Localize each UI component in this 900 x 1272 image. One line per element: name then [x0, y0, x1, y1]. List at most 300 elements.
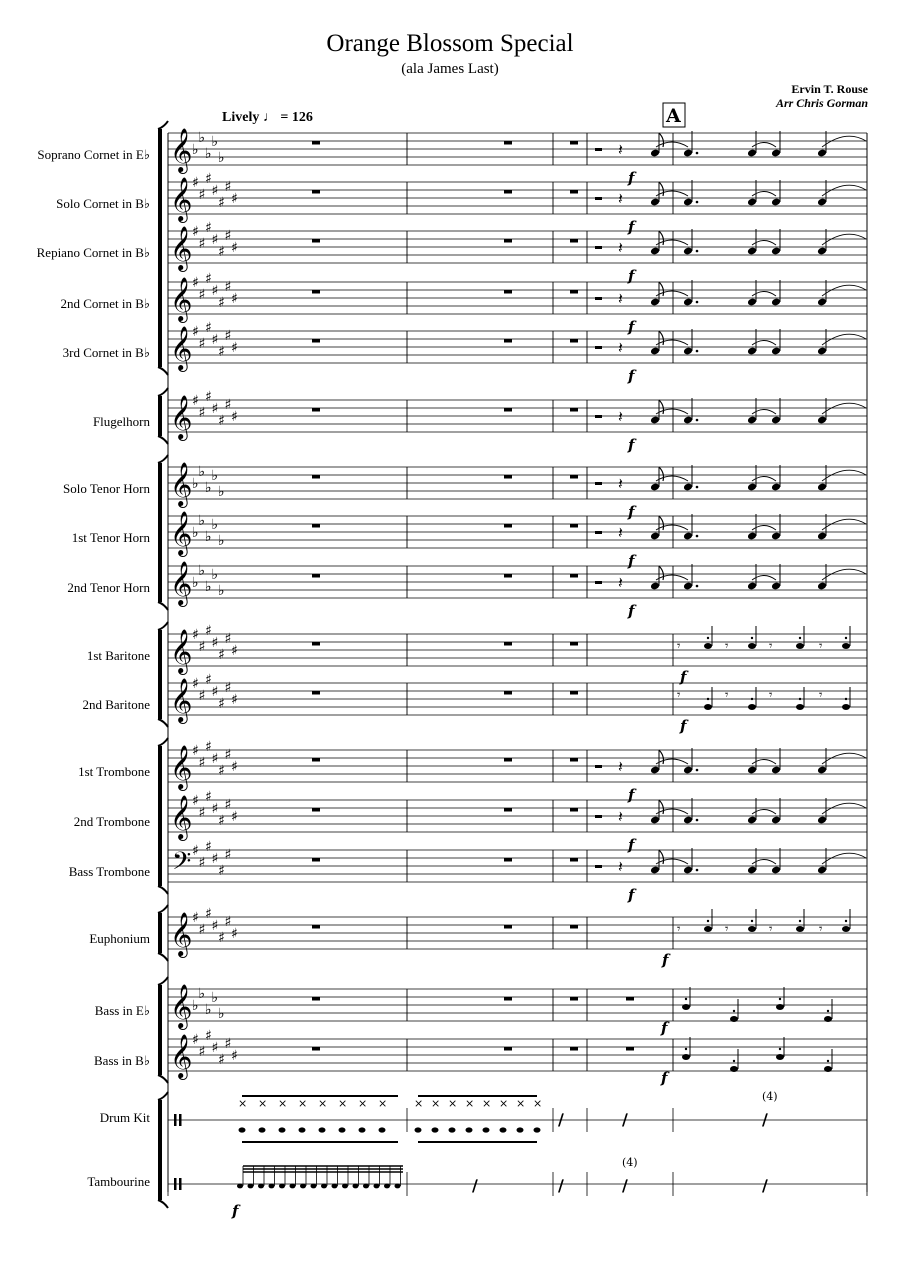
staff [168, 133, 867, 165]
eighth-rest-icon: 𝄾 [819, 639, 823, 654]
key-signature-icon: ♯ [205, 906, 212, 922]
instrument-label: Bass in B♭ [94, 1053, 150, 1068]
staccato-dot [707, 637, 709, 639]
dynamic-forte: f [628, 267, 635, 285]
measure-notes [595, 465, 866, 491]
key-signature-icon: ♯ [231, 809, 238, 825]
key-signature-icon: ♯ [205, 320, 212, 336]
tie [656, 759, 688, 764]
dynamic-forte: f [628, 552, 635, 570]
whole-rest [570, 475, 578, 479]
staccato-dot [707, 698, 709, 700]
key-signature-icon: ♯ [211, 1040, 219, 1056]
whole-rest [570, 642, 578, 646]
tambourine-note [374, 1184, 380, 1189]
measure-notes [595, 280, 866, 306]
dynamic-forte: f [628, 436, 635, 454]
half-rest [595, 246, 602, 249]
kick-note [359, 1127, 366, 1132]
instrument-label: Soprano Cornet in E♭ [37, 147, 150, 162]
tie [656, 859, 688, 864]
tambourine-note [311, 1184, 317, 1189]
tie [822, 403, 866, 414]
treble-clef-icon: 𝄞 [170, 561, 193, 605]
note-head [682, 1054, 690, 1060]
note-head [842, 926, 850, 932]
tambourine-note [342, 1184, 348, 1189]
staff [168, 917, 867, 949]
key-signature-icon: ♯ [231, 643, 238, 659]
bracket-top [158, 977, 168, 985]
bracket-bottom [158, 886, 168, 894]
staccato-dot [707, 920, 709, 922]
key-signature-icon: ♯ [224, 797, 232, 813]
note-head [748, 643, 756, 649]
bracket-bottom [158, 1075, 168, 1083]
staccato-dot [827, 1060, 829, 1062]
half-rest [595, 482, 602, 485]
measure-repeat-icon: ∕ [622, 1110, 628, 1129]
key-signature-icon: ♯ [211, 232, 219, 248]
whole-rest [570, 339, 578, 343]
kick-note [517, 1127, 524, 1132]
bracket-top [158, 455, 168, 463]
key-signature-icon: ♯ [192, 275, 199, 291]
staccato-dot [845, 920, 847, 922]
kick-note [483, 1127, 490, 1132]
key-signature-icon: ♯ [224, 914, 232, 930]
eighth-rest-icon: 𝄾 [819, 922, 823, 937]
half-rest [595, 346, 602, 349]
group-bracket [158, 396, 162, 436]
instrument-label: Drum Kit [99, 1110, 150, 1125]
dynamic-forte: f [662, 951, 669, 969]
whole-rest [312, 1047, 320, 1051]
tie [656, 291, 688, 296]
note-head [824, 1066, 832, 1072]
bass-clef-icon: 𝄢 [172, 847, 192, 882]
bracket-top [158, 1092, 168, 1100]
key-signature-icon: ♭ [198, 464, 206, 480]
hihat-note: × [465, 1097, 475, 1110]
key-signature-icon: ♯ [192, 627, 199, 643]
key-signature-icon: ♯ [218, 696, 225, 712]
key-signature-icon: ♯ [198, 187, 206, 203]
measure-repeat-icon: ∕ [762, 1110, 768, 1129]
hihat-note: × [358, 1097, 368, 1110]
key-signature-icon: ♯ [211, 684, 219, 700]
tambourine-note [321, 1184, 327, 1189]
staff [168, 331, 867, 363]
hihat-note: × [258, 1097, 268, 1110]
instrument-label: 1st Baritone [86, 648, 150, 663]
key-signature-icon: ♯ [224, 631, 232, 647]
key-signature-icon: ♯ [224, 847, 232, 863]
tie [822, 334, 866, 345]
tie [822, 519, 866, 530]
kick-note [279, 1127, 286, 1132]
staccato-dot [685, 1048, 687, 1050]
note-head [730, 1066, 738, 1072]
whole-rest [504, 408, 512, 412]
key-signature-icon: ♯ [218, 930, 225, 946]
whole-rest [504, 642, 512, 646]
measure-repeat-icon: ∕ [472, 1176, 478, 1195]
dynamic-forte: f [661, 1069, 668, 1087]
key-signature-icon: ♯ [192, 743, 199, 759]
treble-clef-icon: 𝄞 [170, 745, 193, 789]
quarter-rest-icon: 𝄽 [618, 573, 623, 592]
tempo-value: = 126 [280, 110, 313, 125]
quarter-rest-icon: 𝄽 [618, 523, 623, 542]
quarter-note-icon: ♩ [262, 110, 277, 125]
hihat-note: × [533, 1097, 543, 1110]
whole-rest [504, 691, 512, 695]
treble-clef-icon: 𝄞 [170, 277, 193, 321]
note-head [776, 1004, 784, 1010]
key-signature-icon: ♭ [192, 525, 199, 541]
note-head [796, 926, 804, 932]
key-signature-icon: ♯ [205, 271, 212, 287]
measure-notes [595, 131, 866, 157]
key-signature-icon: ♭ [205, 1002, 212, 1018]
instrument-label: Euphonium [89, 931, 150, 946]
key-signature-icon: ♯ [218, 344, 225, 360]
staff [168, 467, 867, 499]
whole-rest [504, 141, 512, 145]
key-signature-icon: ♯ [205, 623, 212, 639]
key-signature-icon: ♭ [218, 150, 225, 166]
whole-rest [570, 997, 578, 1001]
treble-clef-icon: 𝄞 [170, 226, 193, 270]
staccato-dot [751, 920, 753, 922]
tambourine-note [279, 1184, 285, 1189]
note-head [730, 1016, 738, 1022]
tambourine-note [269, 1184, 275, 1189]
key-signature-icon: ♯ [205, 389, 212, 405]
staccato-dot [779, 1048, 781, 1050]
percussion-clef-icon [174, 1114, 177, 1126]
tambourine-note [237, 1184, 243, 1189]
treble-clef-icon: 𝄞 [170, 395, 193, 439]
staccato-dot [751, 698, 753, 700]
whole-rest [570, 758, 578, 762]
key-signature-icon: ♭ [198, 563, 206, 579]
tambourine-note [300, 1184, 306, 1189]
whole-rest [312, 997, 320, 1001]
key-signature-icon: ♯ [192, 793, 199, 809]
whole-rest [504, 758, 512, 762]
key-signature-icon: ♯ [198, 287, 206, 303]
instrument-label: Tambourine [87, 1174, 150, 1189]
half-rest [595, 815, 602, 818]
quarter-rest-icon: 𝄽 [618, 757, 623, 776]
tie [822, 803, 866, 814]
measure-repeat-icon: ∕ [558, 1176, 564, 1195]
note-head [704, 704, 712, 710]
tie [822, 753, 866, 764]
instrument-label: 2nd Cornet in B♭ [60, 296, 150, 311]
key-signature-icon: ♭ [211, 134, 219, 150]
eighth-rest-icon: 𝄾 [677, 639, 681, 654]
staccato-dot [845, 698, 847, 700]
eighth-rest-icon: 𝄾 [677, 688, 681, 703]
instrument-label: 2nd Tenor Horn [67, 580, 150, 595]
hihat-note: × [278, 1097, 288, 1110]
staccato-dot [779, 998, 781, 1000]
score-title: Orange Blossom Special [326, 30, 574, 57]
tie [822, 470, 866, 481]
staff [168, 1039, 867, 1071]
tie [656, 409, 688, 414]
note-head [704, 926, 712, 932]
augmentation-dot [696, 585, 699, 588]
measure-notes [595, 514, 866, 540]
key-signature-icon: ♭ [198, 986, 206, 1002]
measure-repeat-icon: ∕ [762, 1176, 768, 1195]
eighth-rest-icon: 𝄾 [725, 688, 729, 703]
bracket-bottom [158, 367, 168, 375]
tie [656, 476, 688, 481]
dynamic-forte: f [628, 602, 635, 620]
measure-notes [595, 564, 866, 590]
key-signature-icon: ♯ [211, 918, 219, 934]
augmentation-dot [696, 201, 699, 204]
note-head [796, 704, 804, 710]
instrument-label: 1st Tenor Horn [71, 530, 150, 545]
staccato-dot [799, 698, 801, 700]
kick-note [500, 1127, 507, 1132]
key-signature-icon: ♯ [224, 179, 232, 195]
tie [822, 234, 866, 245]
key-signature-icon: ♭ [218, 1006, 225, 1022]
dynamic-forte: f [661, 1019, 668, 1037]
bracket-bottom [158, 953, 168, 961]
key-signature-icon: ♯ [198, 639, 206, 655]
half-rest [595, 148, 602, 151]
key-signature-icon: ♭ [211, 517, 219, 533]
bracket-bottom [158, 719, 168, 727]
whole-rest [504, 339, 512, 343]
key-signature-icon: ♯ [198, 236, 206, 252]
treble-clef-icon: 𝄞 [170, 629, 193, 673]
whole-rest [504, 574, 512, 578]
hihat-note: × [378, 1097, 388, 1110]
dynamic-forte: f [628, 836, 635, 854]
whole-rest [570, 808, 578, 812]
bracket-top [158, 121, 168, 129]
augmentation-dot [696, 152, 699, 155]
tempo-text: Lively [222, 110, 260, 125]
staff [168, 400, 867, 432]
treble-clef-icon: 𝄞 [170, 984, 193, 1028]
whole-rest [312, 524, 320, 528]
whole-rest [312, 339, 320, 343]
staccato-dot [845, 637, 847, 639]
whole-rest [570, 524, 578, 528]
whole-rest [626, 997, 634, 1001]
staff [168, 566, 867, 598]
kick-note [449, 1127, 456, 1132]
key-signature-icon: ♯ [218, 647, 225, 663]
hihat-note: × [298, 1097, 308, 1110]
score-subtitle: (ala James Last) [401, 61, 499, 77]
note-head [842, 643, 850, 649]
key-signature-icon: ♯ [231, 340, 238, 356]
tie [656, 191, 688, 196]
quarter-rest-icon: 𝄽 [618, 338, 623, 357]
tie [822, 569, 866, 580]
key-signature-icon: ♯ [205, 220, 212, 236]
percussion-clef-icon [174, 1178, 177, 1190]
staff [168, 683, 867, 715]
whole-rest [312, 290, 320, 294]
group-bracket [158, 129, 162, 367]
staff [168, 989, 867, 1021]
tie [656, 240, 688, 245]
key-signature-icon: ♯ [211, 635, 219, 651]
whole-rest [570, 691, 578, 695]
bracket-top [158, 388, 168, 396]
key-signature-icon: ♭ [218, 484, 225, 500]
group-bracket [158, 463, 162, 602]
key-signature-icon: ♯ [211, 851, 219, 867]
eighth-rest-icon: 𝄾 [769, 688, 773, 703]
whole-rest [504, 925, 512, 929]
treble-clef-icon: 𝄞 [170, 128, 193, 172]
tambourine-note [395, 1184, 401, 1189]
key-signature-icon: ♯ [211, 332, 219, 348]
note-head [796, 643, 804, 649]
augmentation-dot [696, 535, 699, 538]
dynamic-forte: f [628, 367, 635, 385]
kick-note [379, 1127, 386, 1132]
treble-clef-icon: 𝄞 [170, 462, 193, 506]
kick-note [415, 1127, 422, 1132]
kick-note [259, 1127, 266, 1132]
tie [656, 340, 688, 345]
half-rest [595, 581, 602, 584]
dynamic-forte: f [628, 169, 635, 187]
whole-rest [504, 290, 512, 294]
key-signature-icon: ♭ [198, 513, 206, 529]
whole-rest [312, 758, 320, 762]
tambourine-note [332, 1184, 338, 1189]
key-signature-icon: ♯ [198, 805, 206, 821]
tambourine-note [258, 1184, 264, 1189]
hihat-note: × [448, 1097, 458, 1110]
instrument-label: 2nd Trombone [73, 814, 150, 829]
key-signature-icon: ♯ [192, 843, 199, 859]
dynamic-forte: f [628, 218, 635, 236]
measure-repeat-icon: ∕ [558, 1110, 564, 1129]
whole-rest [312, 475, 320, 479]
note-head [776, 1054, 784, 1060]
group-bracket [158, 630, 162, 719]
augmentation-dot [696, 769, 699, 772]
quarter-rest-icon: 𝄽 [618, 189, 623, 208]
whole-rest [570, 290, 578, 294]
whole-rest [312, 574, 320, 578]
bracket-top [158, 738, 168, 746]
key-signature-icon: ♯ [198, 855, 206, 871]
key-signature-icon: ♯ [218, 244, 225, 260]
key-signature-icon: ♯ [192, 224, 199, 240]
tambourine-note [248, 1184, 254, 1189]
treble-clef-icon: 𝄞 [170, 678, 193, 722]
key-signature-icon: ♯ [192, 175, 199, 191]
key-signature-icon: ♯ [205, 839, 212, 855]
dynamic-forte: f [628, 786, 635, 804]
half-rest [595, 415, 602, 418]
kick-note [299, 1127, 306, 1132]
key-signature-icon: ♭ [205, 480, 212, 496]
repeat-count: (4) [762, 1090, 778, 1103]
quarter-rest-icon: 𝄽 [618, 238, 623, 257]
measure-notes [595, 748, 866, 774]
instrument-label: 2nd Baritone [82, 697, 150, 712]
key-signature-icon: ♯ [231, 692, 238, 708]
key-signature-icon: ♯ [231, 926, 238, 942]
key-signature-icon: ♯ [198, 405, 206, 421]
hihat-note: × [318, 1097, 328, 1110]
key-signature-icon: ♯ [205, 1028, 212, 1044]
note-head [748, 926, 756, 932]
whole-rest [570, 574, 578, 578]
percussion-clef-icon [179, 1178, 182, 1190]
dynamic-forte: f [680, 717, 687, 735]
whole-rest [504, 808, 512, 812]
quarter-rest-icon: 𝄽 [618, 407, 623, 426]
hihat-note: × [482, 1097, 492, 1110]
key-signature-icon: ♯ [205, 171, 212, 187]
treble-clef-icon: 𝄞 [170, 326, 193, 370]
treble-clef-icon: 𝄞 [170, 912, 193, 956]
eighth-rest-icon: 𝄾 [725, 922, 729, 937]
kick-note [239, 1127, 246, 1132]
whole-rest [312, 925, 320, 929]
measure-notes [595, 329, 866, 355]
key-signature-icon: ♯ [224, 279, 232, 295]
tie [656, 525, 688, 530]
staff [168, 800, 867, 832]
key-signature-icon: ♯ [211, 183, 219, 199]
quarter-rest-icon: 𝄽 [618, 857, 623, 876]
key-signature-icon: ♯ [198, 336, 206, 352]
bracket-bottom [158, 602, 168, 610]
key-signature-icon: ♯ [218, 763, 225, 779]
measure-notes [595, 229, 866, 255]
instrument-label: 3rd Cornet in B♭ [62, 345, 150, 360]
whole-rest [626, 1047, 634, 1051]
key-signature-icon: ♭ [198, 130, 206, 146]
whole-rest [504, 475, 512, 479]
key-signature-icon: ♯ [218, 813, 225, 829]
note-head [682, 1004, 690, 1010]
key-signature-icon: ♭ [218, 583, 225, 599]
augmentation-dot [696, 350, 699, 353]
repeat-count: (4) [622, 1156, 638, 1169]
tie [822, 136, 866, 147]
tie [822, 185, 866, 196]
half-rest [595, 297, 602, 300]
staccato-dot [799, 920, 801, 922]
whole-rest [312, 642, 320, 646]
quarter-rest-icon: 𝄽 [618, 807, 623, 826]
augmentation-dot [696, 419, 699, 422]
measure-notes [595, 398, 866, 424]
hihat-note: × [338, 1097, 348, 1110]
